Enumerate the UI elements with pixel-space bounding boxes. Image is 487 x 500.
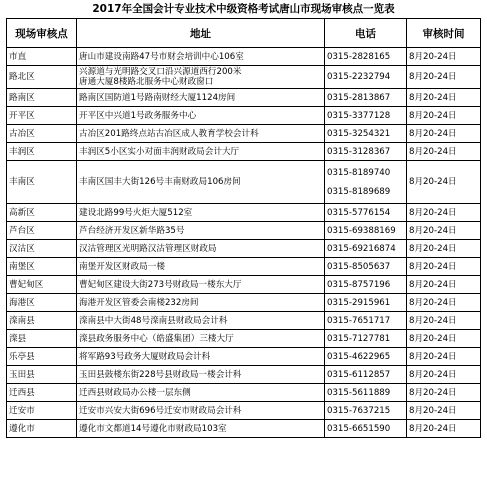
address-cell — [77, 294, 325, 312]
phone-number: 0315-8505637 — [327, 261, 391, 272]
column-header-time: 审核时间 — [407, 19, 481, 48]
district-cell: 迁西县 — [7, 384, 77, 402]
phone-cell — [325, 204, 407, 222]
phone-cell — [325, 348, 407, 366]
table-row — [7, 402, 481, 420]
phone-cell — [325, 294, 407, 312]
address-cell — [77, 143, 325, 161]
address-cell — [77, 240, 325, 258]
district-cell: 南堡区 — [7, 258, 77, 276]
phone-cell — [325, 276, 407, 294]
address-cell — [77, 222, 325, 240]
district-cell: 路南区 — [7, 89, 77, 107]
address-cell — [77, 402, 325, 420]
table-row — [7, 384, 481, 402]
address-line: 古冶区201路终点站古冶区成人教育学校会计科 — [79, 128, 259, 139]
phone-cell — [325, 125, 407, 143]
district-cell: 市直 — [7, 48, 77, 66]
address-line: 迁安市兴安大街696号迁安市财政局会计科 — [79, 405, 242, 416]
table-row — [7, 240, 481, 258]
review-time-cell: 8月20-24日 — [407, 330, 481, 348]
column-header-address: 地址 — [77, 19, 325, 48]
phone-number: 0315-6651590 — [327, 423, 391, 434]
district-cell: 芦台区 — [7, 222, 77, 240]
phone-cell — [325, 89, 407, 107]
table-row — [7, 348, 481, 366]
table-row — [7, 420, 481, 438]
address-cell — [77, 330, 325, 348]
district-cell: 滦县 — [7, 330, 77, 348]
address-line: 南堡开发区财政局一楼 — [79, 261, 165, 272]
address-line: 路南区国防道1号路南财经大厦1124房间 — [79, 92, 236, 103]
address-cell — [77, 48, 325, 66]
address-line: 迁西县财政局办公楼一层东侧 — [79, 387, 191, 398]
phone-number: 0315-8189689 — [327, 186, 391, 197]
phone-cell — [325, 48, 407, 66]
address-cell — [77, 276, 325, 294]
address-line: 海港开发区管委会南楼232房间 — [79, 297, 199, 308]
address-line: 玉田县鼓楼东街228号县财政局一楼会计科 — [79, 369, 242, 380]
phone-cell — [325, 402, 407, 420]
district-cell: 丰润区 — [7, 143, 77, 161]
phone-cell — [325, 384, 407, 402]
review-time-cell: 8月20-24日 — [407, 204, 481, 222]
page-title: 2017年全国会计专业技术中级资格考试唐山市现场审核点一览表 — [92, 3, 395, 15]
address-cell — [77, 161, 325, 204]
address-cell — [77, 66, 325, 89]
phone-number: 0315-2828165 — [327, 51, 391, 62]
address-line: 丰南区国丰大街126号丰南财政局106房间 — [79, 177, 241, 187]
phone-number: 0315-3128367 — [327, 146, 391, 157]
review-time-cell: 8月20-24日 — [407, 276, 481, 294]
address-line: 汉沽管理区光明路汉沽管理区财政局 — [79, 243, 217, 254]
district-cell: 汉沽区 — [7, 240, 77, 258]
address-cell — [77, 89, 325, 107]
address-cell — [77, 258, 325, 276]
review-time-cell: 8月20-24日 — [407, 107, 481, 125]
district-cell: 路北区 — [7, 66, 77, 89]
review-time-cell: 8月20-24日 — [407, 366, 481, 384]
address-cell — [77, 107, 325, 125]
phone-number: 0315-4622965 — [327, 351, 391, 362]
table-row — [7, 89, 481, 107]
column-header-district: 现场审核点 — [7, 19, 77, 48]
phone-number: 0315-8189740 — [327, 167, 391, 178]
phone-cell — [325, 143, 407, 161]
table-row — [7, 125, 481, 143]
address-cell — [77, 312, 325, 330]
table-row — [7, 276, 481, 294]
table-row — [7, 204, 481, 222]
review-time-cell: 8月20-24日 — [407, 89, 481, 107]
table-row — [7, 258, 481, 276]
review-time-cell: 8月20-24日 — [407, 66, 481, 89]
district-cell: 古冶区 — [7, 125, 77, 143]
table-row — [7, 107, 481, 125]
address-cell — [77, 384, 325, 402]
phone-number: 0315-69216874 — [327, 243, 396, 254]
address-line: 开平区中兴道1号政务服务中心 — [79, 110, 197, 121]
district-cell: 曹妃甸区 — [7, 276, 77, 294]
review-time-cell: 8月20-24日 — [407, 222, 481, 240]
column-header-phone: 电话 — [325, 19, 407, 48]
address-line: 遵化市文都道14号遵化市财政局103室 — [79, 423, 227, 434]
table-row — [7, 161, 481, 204]
review-time-cell: 8月20-24日 — [407, 240, 481, 258]
address-line: 滦县政务服务中心（皓盛集团）三楼大厅 — [79, 333, 234, 344]
district-cell: 迁安市 — [7, 402, 77, 420]
district-cell: 开平区 — [7, 107, 77, 125]
table-row — [7, 143, 481, 161]
phone-number: 0315-3377128 — [327, 110, 391, 121]
phone-number: 0315-7651717 — [327, 315, 391, 326]
table-header-row — [7, 19, 481, 48]
phone-cell — [325, 66, 407, 89]
review-time-cell: 8月20-24日 — [407, 402, 481, 420]
district-cell: 高新区 — [7, 204, 77, 222]
district-cell: 丰南区 — [7, 161, 77, 204]
district-cell: 玉田县 — [7, 366, 77, 384]
phone-cell — [325, 330, 407, 348]
address-line: 滦南县中大街48号滦南县财政局会计科 — [79, 315, 228, 326]
address-line: 兴源道与光明路交叉口沿兴源道西行200米 — [79, 67, 242, 77]
phone-number: 0315-69388169 — [327, 225, 396, 236]
table-row — [7, 330, 481, 348]
review-time-cell: 8月20-24日 — [407, 420, 481, 438]
phone-number: 0315-6112857 — [327, 369, 391, 380]
phone-number: 0315-7637215 — [327, 405, 391, 416]
table-row — [7, 366, 481, 384]
review-time-cell: 8月20-24日 — [407, 125, 481, 143]
address-line: 丰润区5小区实小对面丰润财政局会计大厅 — [79, 146, 240, 157]
address-line: 建设北路99号火炬大厦512室 — [79, 207, 193, 218]
phone-number: 0315-5611889 — [327, 387, 391, 398]
phone-cell — [325, 258, 407, 276]
review-time-cell: 8月20-24日 — [407, 258, 481, 276]
phone-number: 0315-2813867 — [327, 92, 391, 103]
phone-number: 0315-2915961 — [327, 297, 391, 308]
address-cell — [77, 420, 325, 438]
phone-cell — [325, 107, 407, 125]
phone-number: 0315-2232794 — [327, 72, 391, 82]
phone-number: 0315-5776154 — [327, 207, 391, 218]
district-cell: 滦南县 — [7, 312, 77, 330]
review-time-cell: 8月20-24日 — [407, 161, 481, 204]
table-row — [7, 294, 481, 312]
district-cell: 遵化市 — [7, 420, 77, 438]
table-row — [7, 222, 481, 240]
phone-cell — [325, 161, 407, 204]
phone-cell — [325, 240, 407, 258]
review-time-cell: 8月20-24日 — [407, 348, 481, 366]
address-line: 芦台经济开发区新华路35号 — [79, 225, 185, 236]
review-time-cell: 8月20-24日 — [407, 48, 481, 66]
address-cell — [77, 204, 325, 222]
address-cell — [77, 348, 325, 366]
address-line: 唐通大厦8楼路北服务中心财政窗口 — [79, 77, 214, 87]
table-row — [7, 312, 481, 330]
table-body — [7, 48, 481, 438]
phone-cell — [325, 366, 407, 384]
review-time-cell: 8月20-24日 — [407, 312, 481, 330]
address-line: 曹妃甸区建设大街273号财政局一楼东大厅 — [79, 279, 242, 290]
district-cell: 海港区 — [7, 294, 77, 312]
phone-cell — [325, 312, 407, 330]
phone-number: 0315-3254321 — [327, 128, 391, 139]
address-line: 将军路93号政务大厦财政局会计科 — [79, 351, 211, 362]
phone-number: 0315-7127781 — [327, 333, 391, 344]
phone-number: 0315-8757196 — [327, 279, 391, 290]
address-line: 唐山市建设南路47号市财会培训中心106室 — [79, 51, 244, 62]
table-row — [7, 66, 481, 89]
review-time-cell: 8月20-24日 — [407, 143, 481, 161]
phone-cell — [325, 420, 407, 438]
address-cell — [77, 125, 325, 143]
review-time-cell: 8月20-24日 — [407, 294, 481, 312]
phone-cell — [325, 222, 407, 240]
review-sites-table — [6, 18, 481, 438]
district-cell: 乐亭县 — [7, 348, 77, 366]
address-cell — [77, 366, 325, 384]
review-time-cell: 8月20-24日 — [407, 384, 481, 402]
table-row — [7, 48, 481, 66]
